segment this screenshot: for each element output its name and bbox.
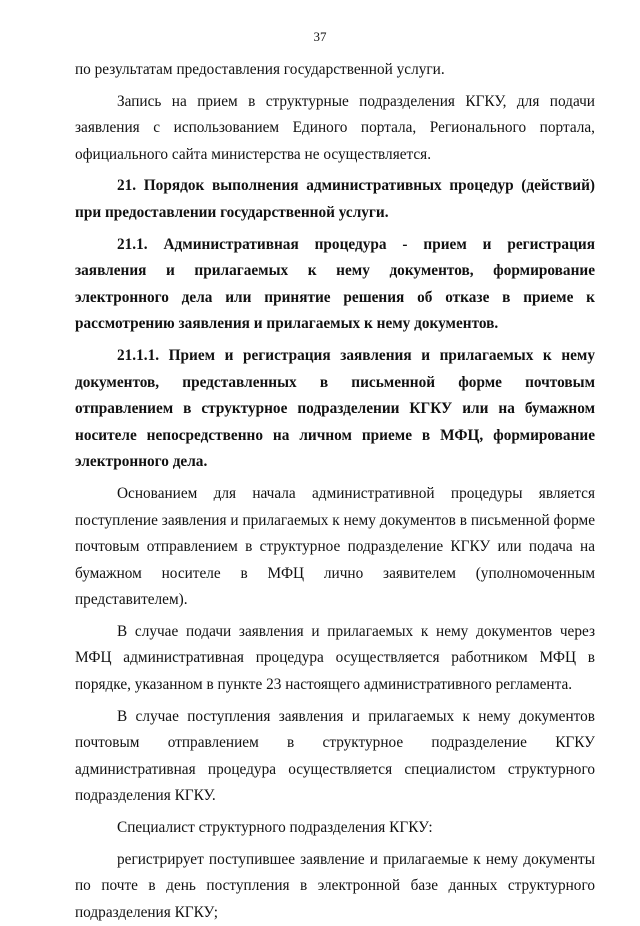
section-heading-21-1: 21.1. Административная процедура - прием и регистрация заявления и прилагаемых к нему документов, формирование электронного дела или принятие решения об отказе в приеме к рассмотрению заявления и прилагаемых к нему документов. xyxy=(75,235,595,333)
document-body xyxy=(75,57,595,926)
paragraph-specialist-intro: Специалист структурного подразделения КГКУ: xyxy=(117,819,433,837)
section-heading-21-1-1: 21.1.1. Прием и регистрация заявления и прилагаемых к нему документов, представленных в письменной форме почтовым отправлением в структурное подразделении КГКУ или на бумажном носителе непосредственно на личном приеме в МФЦ, формирование электронного дела. xyxy=(75,346,595,471)
page-number: 37 xyxy=(313,29,327,44)
paragraph-continuation: по результатам предоставления государственной услуги. xyxy=(75,61,445,78)
section-heading-21: 21. Порядок выполнения административных процедур (действий) при предоставлении государственной услуги. xyxy=(75,177,595,221)
paragraph-registration: регистрирует поступившее заявление и прилагаемые к нему документы по почте в день поступления в электронной базе данных структурного подразделения КГКУ; xyxy=(75,850,595,921)
paragraph-appointment-note: Запись на прием в структурные подразделения КГКУ, для подачи заявления с использованием Единого портала, Регионального портала, официального сайта министерства не осуществляется. xyxy=(75,92,595,163)
paragraph-mfc-case: В случае подачи заявления и прилагаемых к нему документов через МФЦ административная процедура осуществляется работником МФЦ в порядке, указанном в пункте 23 настоящего административного регламента. xyxy=(75,622,595,694)
paragraph-grounds: Основанием для начала административной процедуры является поступление заявления и прилагаемых к нему документов в письменной форме почтовым отправлением в структурное подразделение КГКУ или подача на бумажном носителе в МФЦ лично заявителем (уполномоченным представителем). xyxy=(75,484,595,609)
paragraph-postal-case: В случае поступления заявления и прилагаемых к нему документов почтовым отправлением в структурное подразделение КГКУ административная процедура осуществляется специалистом структурного подразделения КГКУ. xyxy=(75,707,595,805)
